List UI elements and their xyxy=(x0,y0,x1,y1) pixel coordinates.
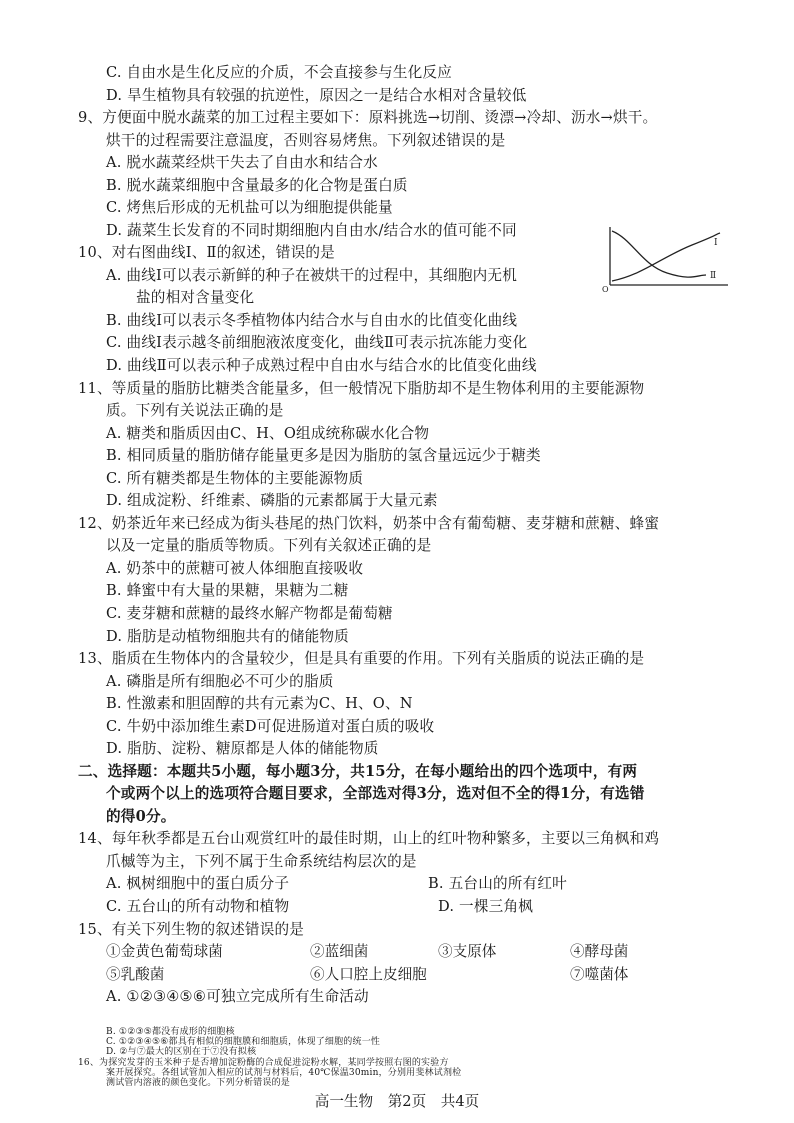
q11-option-c: C. 所有糖类都是生物体的主要能源物质 xyxy=(106,469,364,487)
curve-1 xyxy=(612,233,720,281)
q12-stem: 12、奶茶近年来已经成为街头巷尾的热门饮料，奶茶中含有葡萄糖、麦芽糖和蔗糖、蜂蜜 xyxy=(78,514,660,532)
q9-option-c: C. 烤焦后形成的无机盐可以为细胞提供能量 xyxy=(106,199,393,217)
curve-2-label: Ⅱ xyxy=(710,271,717,281)
q10-option-a: A. 曲线Ⅰ可以表示新鲜的种子在被烘干的过程中，其细胞内无机 xyxy=(106,266,518,284)
q8-option-d: D. 旱生植物具有较强的抗逆性，原因之一是结合水相对含量较低 xyxy=(106,86,527,104)
q9-stem: 9、方便面中脱水蔬菜的加工过程主要如下：原料挑选→切削、烫漂→冷却、沥水→烘干。 xyxy=(78,109,658,127)
q15-stem: 15、有关下列生物的叙述错误的是 xyxy=(78,920,305,938)
q8-option-c: C. 自由水是生化反应的介质，不会直接参与生化反应 xyxy=(106,64,452,81)
q14-option-a: A. 枫树细胞中的蛋白质分子 xyxy=(106,875,290,893)
q16-stem-end: 测试管内溶液的颜色变化。下列分析错误的是 xyxy=(106,1078,291,1088)
q10-option-c: C. 曲线Ⅰ表示越冬前细胞液浓度变化，曲线Ⅱ可表示抗冻能力变化 xyxy=(106,334,528,352)
q11-stem-cont: 质。下列有关说法正确的是 xyxy=(106,402,284,420)
q9-option-d: D. 蔬菜生长发育的不同时期细胞内自由水/结合水的值可能不同 xyxy=(106,221,517,239)
q11-option-a: A. 糖类和脂质因由C、H、O组成统称碳水化合物 xyxy=(106,424,430,442)
q15-option-a: A. ①②③④⑤⑥可独立完成所有生命活动 xyxy=(106,988,369,1006)
q15-option-d: D. ②与⑦最大的区别在于⑦没有拟核 xyxy=(106,1047,257,1058)
q12-option-b: B. 蜂蜜中有大量的果糖，果糖为二糖 xyxy=(106,582,349,600)
q16-stem-cont: 案开展探究。各组试管加入相应的试剂与材料后，40℃保温30min，分别用斐林试剂检 xyxy=(106,1067,462,1078)
q13-option-d: D. 脂肪、淀粉、糖原都是人体的储能物质 xyxy=(106,740,379,758)
q9-option-b: B. 脱水蔬菜细胞中含量最多的化合物是蛋白质 xyxy=(106,176,408,194)
q14-option-c: C. 五台山的所有动物和植物 xyxy=(106,897,290,915)
q13-stem: 13、脂质在生物体内的含量较少，但是具有重要的作用。下列有关脂质的说法正确的是 xyxy=(78,650,645,668)
q13-option-a: A. 磷脂是所有细胞必不可少的脂质 xyxy=(106,672,334,690)
q15-organism-3: ③支原体 xyxy=(438,943,497,961)
q12-option-c: C. 麦芽糖和蔗糖的最终水解产物都是葡萄糖 xyxy=(106,604,393,622)
q9-stem-cont: 烘干的过程需要注意温度，否则容易烤焦。下列叙述错误的是 xyxy=(106,131,506,149)
q10-stem: 10、对右图曲线Ⅰ、Ⅱ的叙述，错误的是 xyxy=(78,244,335,262)
q15-organism-2: ②蓝细菌 xyxy=(310,943,369,961)
section-2-heading-cont: 个或两个以上的选项符合题目要求，全部选对得3分，选对但不全的得1分，有选错 xyxy=(106,785,645,803)
q10-option-b: B. 曲线Ⅰ可以表示冬季植物体内结合水与自由水的比值变化曲线 xyxy=(106,311,518,329)
q15-option-b: B. ①②③⑤都没有成形的细胞核 xyxy=(106,1027,235,1037)
curve-1-label: Ⅰ xyxy=(714,238,718,248)
q11-option-d: D. 组成淀粉、纤维素、磷脂的元素都属于大量元素 xyxy=(106,492,438,510)
q16-stem: 16、为探究发芽的玉米种子是否增加淀粉酶的合成促进淀粉水解，某同学按照右图的实验方 xyxy=(78,1057,449,1068)
q10-option-d: D. 曲线Ⅱ可以表示种子成熟过程中自由水与结合水的比值变化曲线 xyxy=(106,357,537,375)
q15-option-c: C. ①②③④⑤⑥都具有相似的细胞膜和细胞质，体现了细胞的统一性 xyxy=(106,1037,381,1048)
q15-organism-1: ①金黄色葡萄球菌 xyxy=(106,943,223,961)
origin-label: O xyxy=(602,285,609,293)
q15-organism-5: ⑤乳酸菌 xyxy=(106,965,165,983)
q10-option-a-cont: 盐的相对含量变化 xyxy=(136,289,255,307)
q13-option-c: C. 牛奶中添加维生素D可促进肠道对蛋白质的吸收 xyxy=(106,717,435,735)
q11-stem: 11、等质量的脂肪比糖类含能量多，但一般情况下脂肪却不是生物体利用的主要能源物 xyxy=(78,379,645,397)
q12-stem-cont: 以及一定量的脂质等物质。下列有关叙述正确的是 xyxy=(106,537,432,555)
q13-option-b: B. 性激素和胆固醇的共有元素为C、H、O、N xyxy=(106,695,413,713)
q9-option-a: A. 脱水蔬菜经烘干失去了自由水和结合水 xyxy=(106,154,378,172)
q14-option-b: B. 五台山的所有红叶 xyxy=(428,875,567,893)
q14-stem-cont: 爪槭等为主，下列不属于生命系统结构层次的是 xyxy=(106,852,417,870)
q14-option-d: D. 一棵三角枫 xyxy=(438,897,534,915)
curve-2 xyxy=(612,231,706,277)
q15-organism-6: ⑥人口腔上皮细胞 xyxy=(310,965,427,983)
q12-option-d: D. 脂肪是动植物细胞共有的储能物质 xyxy=(106,627,349,645)
section-2-heading-end: 的得0分。 xyxy=(106,807,176,825)
page-footer: 高一生物 第2页 共4页 xyxy=(314,1093,480,1110)
q12-option-a: A. 奶茶中的蔗糖可被人体细胞直接吸收 xyxy=(106,559,364,577)
curve-graph xyxy=(602,225,732,293)
q11-option-b: B. 相同质量的脂肪储存能量更多是因为脂肪的氢含量远远少于糖类 xyxy=(106,447,541,465)
section-2-heading: 二、选择题：本题共5小题，每小题3分，共15分，在每小题给出的四个选项中，有两 xyxy=(78,762,638,780)
q15-organism-4: ④酵母菌 xyxy=(570,943,629,961)
q15-organism-7: ⑦噬菌体 xyxy=(570,965,629,983)
q14-stem: 14、每年秋季都是五台山观赏红叶的最佳时期，山上的红叶物种繁多，主要以三角枫和鸡 xyxy=(78,830,660,848)
